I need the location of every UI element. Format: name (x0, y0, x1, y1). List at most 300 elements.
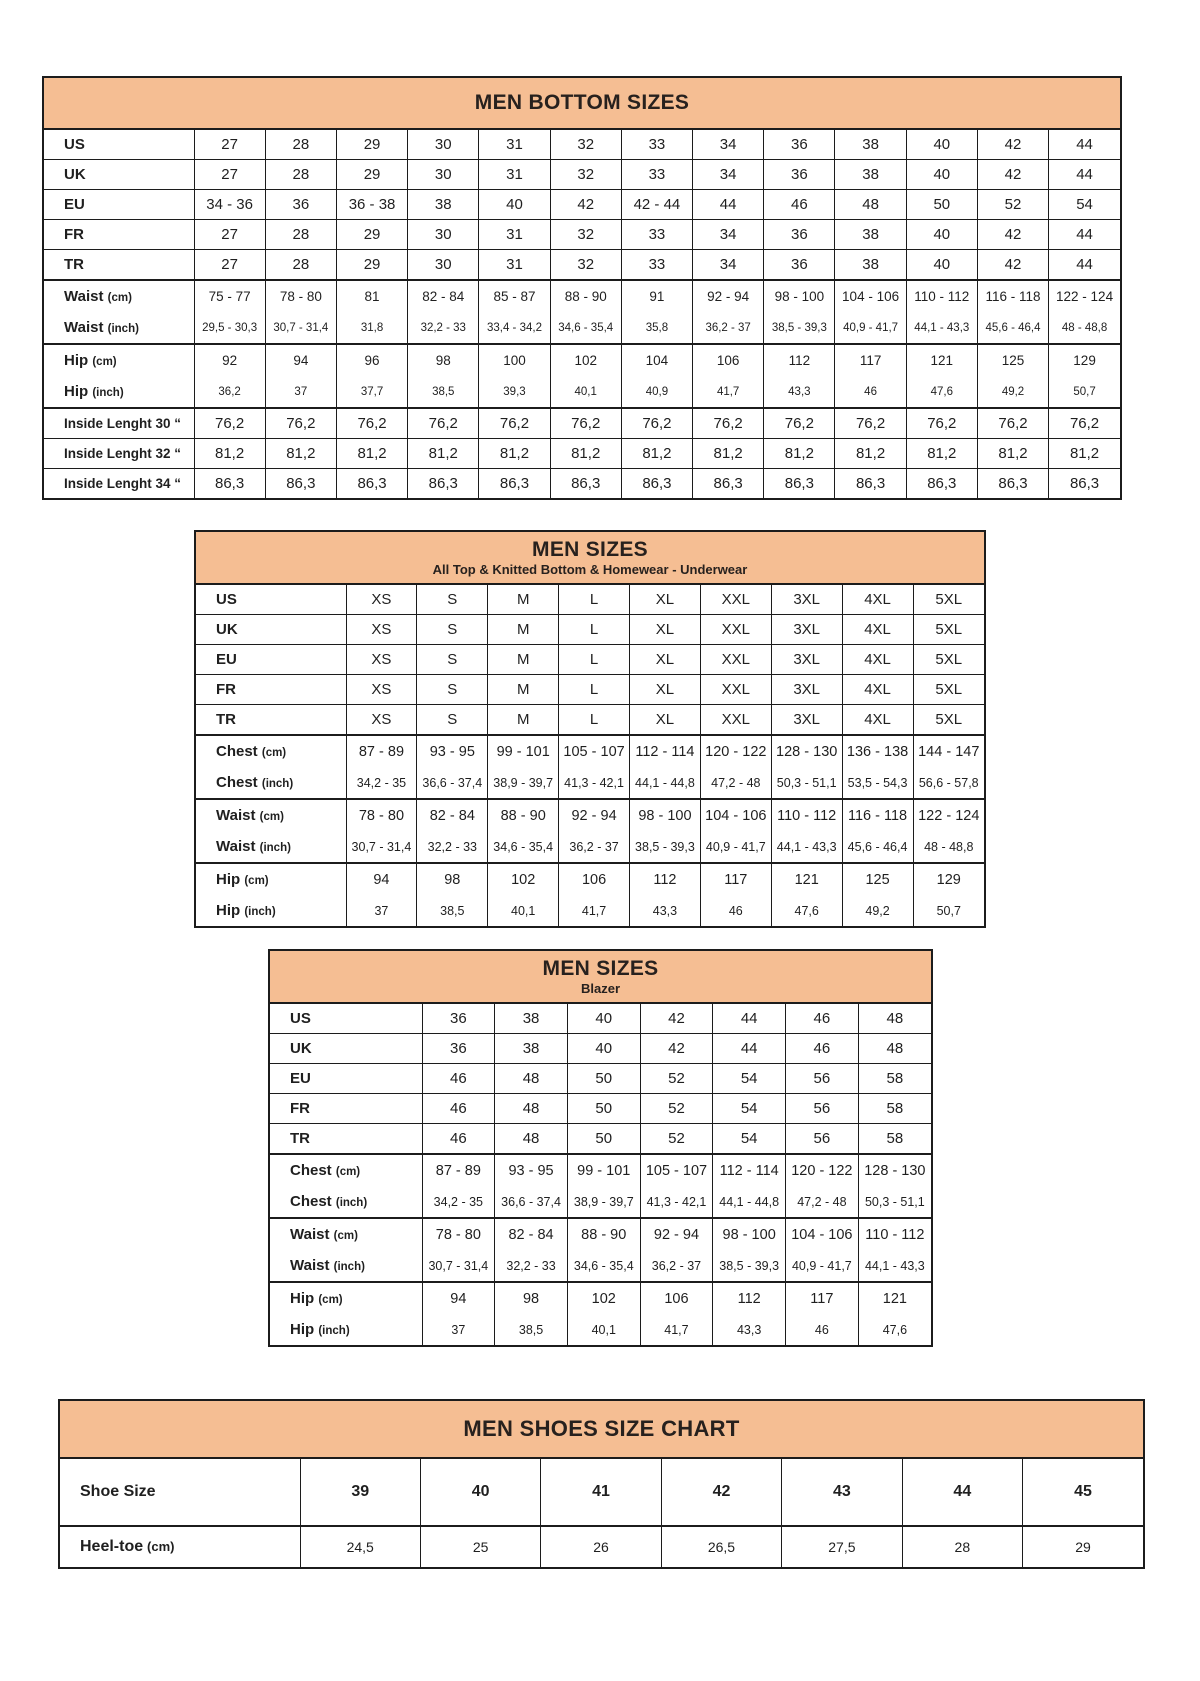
size-cell: S (417, 645, 488, 675)
size-cell: 34,6 - 35,4 (567, 1250, 640, 1282)
size-cell: 32,2 - 33 (408, 312, 479, 344)
size-cell: 94 (265, 344, 336, 376)
size-cell: 86,3 (408, 469, 479, 499)
size-cell: 110 - 112 (858, 1218, 931, 1250)
size-cell: 34 (693, 130, 764, 160)
size-cell: XXL (700, 645, 771, 675)
size-cell: 86,3 (1049, 469, 1120, 499)
size-cell: 32 (550, 250, 621, 281)
size-cell: 38,5 - 39,3 (713, 1250, 786, 1282)
size-cell: 76,2 (977, 408, 1048, 439)
size-cell: 81,2 (265, 439, 336, 469)
size-cell: 38 (835, 220, 906, 250)
row-label-text: Hip (64, 352, 89, 369)
size-cell: 36,2 - 37 (693, 312, 764, 344)
size-cell: 34,6 - 35,4 (550, 312, 621, 344)
size-cell: 39 (300, 1459, 420, 1526)
size-cell: 31 (479, 220, 550, 250)
size-cell: 82 - 84 (495, 1218, 568, 1250)
row-label-text: FR (64, 226, 84, 243)
size-cell: 50,7 (1049, 376, 1120, 408)
size-cell: 40 (906, 220, 977, 250)
size-cell: 44 (693, 190, 764, 220)
size-cell: 47,2 - 48 (786, 1186, 859, 1218)
size-cell: 28 (265, 160, 336, 190)
row-label (196, 767, 346, 799)
table-row (196, 675, 984, 705)
size-cell: 46 (786, 1004, 859, 1034)
size-cell: 40,9 - 41,7 (835, 312, 906, 344)
size-cell: 46 (422, 1124, 495, 1155)
size-cell: XXL (700, 675, 771, 705)
size-cell: 36 (422, 1034, 495, 1064)
size-cell: 98 - 100 (713, 1218, 786, 1250)
row-label (44, 160, 194, 190)
size-cell: 46 (422, 1094, 495, 1124)
row-label (60, 1459, 300, 1526)
size-cell: 42 (977, 220, 1048, 250)
size-cell: 30 (408, 160, 479, 190)
row-unit-text: (cm) (259, 811, 284, 823)
size-cell: 76,2 (336, 408, 407, 439)
size-cell: 99 - 101 (488, 735, 559, 767)
size-cell: 102 (567, 1282, 640, 1314)
size-cell: 86,3 (194, 469, 265, 499)
size-cell: XL (630, 675, 701, 705)
size-cell: 106 (640, 1282, 713, 1314)
size-cell: 102 (488, 863, 559, 895)
size-cell: 86,3 (265, 469, 336, 499)
size-cell: 28 (265, 220, 336, 250)
size-grid (44, 130, 1120, 498)
men-bottom-sizes-table (42, 76, 1122, 500)
table-row (196, 799, 984, 831)
size-cell: 27 (194, 160, 265, 190)
size-cell: 38,9 - 39,7 (567, 1186, 640, 1218)
size-cell: 136 - 138 (842, 735, 913, 767)
size-cell: 48 (835, 190, 906, 220)
size-cell: 125 (842, 863, 913, 895)
row-label (270, 1314, 422, 1345)
size-cell: 45,6 - 46,4 (977, 312, 1048, 344)
size-cell: 105 - 107 (559, 735, 630, 767)
row-unit-text: (inch) (259, 842, 291, 854)
size-cell: 30,7 - 31,4 (422, 1250, 495, 1282)
size-cell: 40 (906, 160, 977, 190)
table-row (196, 863, 984, 895)
size-cell: 106 (693, 344, 764, 376)
row-label-text: FR (216, 681, 236, 698)
row-label (60, 1526, 300, 1567)
row-label (270, 1004, 422, 1034)
size-cell: 40 (906, 130, 977, 160)
row-label (44, 250, 194, 281)
size-cell: 86,3 (479, 469, 550, 499)
row-label (196, 735, 346, 767)
size-cell: 40,1 (567, 1314, 640, 1345)
size-cell: 43,3 (764, 376, 835, 408)
size-cell: 44,1 - 43,3 (771, 831, 842, 863)
size-cell: 82 - 84 (417, 799, 488, 831)
size-cell: 28 (265, 250, 336, 281)
row-label-text: Hip (216, 871, 241, 888)
size-cell: 33,4 - 34,2 (479, 312, 550, 344)
table-header-bar (270, 951, 931, 1004)
size-cell: 44,1 - 43,3 (906, 312, 977, 344)
size-cell: 110 - 112 (771, 799, 842, 831)
size-cell: 36 (764, 130, 835, 160)
table-row (270, 1034, 931, 1064)
row-label-text: FR (290, 1100, 310, 1117)
table-row (196, 615, 984, 645)
size-cell: 44,1 - 44,8 (630, 767, 701, 799)
table-header-bar (60, 1401, 1143, 1459)
size-cell: 38,5 (408, 376, 479, 408)
size-cell: 94 (346, 863, 417, 895)
size-cell: 117 (700, 863, 771, 895)
size-cell: 48 (495, 1124, 568, 1155)
size-cell: 78 - 80 (346, 799, 417, 831)
size-cell: 38 (835, 130, 906, 160)
size-cell: XL (630, 645, 701, 675)
size-cell: 36 (764, 220, 835, 250)
size-cell: 27 (194, 250, 265, 281)
row-unit-text: (inch) (333, 1261, 365, 1273)
size-cell: 98 - 100 (630, 799, 701, 831)
size-cell: 4XL (842, 705, 913, 736)
size-cell: 56 (786, 1124, 859, 1155)
table-row (44, 190, 1120, 220)
size-cell: 100 (479, 344, 550, 376)
table-row (44, 220, 1120, 250)
size-cell: 42 (661, 1459, 781, 1526)
row-label (270, 1250, 422, 1282)
size-cell: 30 (408, 220, 479, 250)
table-row (196, 705, 984, 736)
size-cell: 39,3 (479, 376, 550, 408)
size-cell: 37 (265, 376, 336, 408)
size-cell: XS (346, 645, 417, 675)
table-row (270, 1250, 931, 1282)
size-cell: 50 (567, 1124, 640, 1155)
size-cell: 36 (422, 1004, 495, 1034)
row-label (44, 280, 194, 312)
table-row (196, 895, 984, 926)
size-cell: 94 (422, 1282, 495, 1314)
size-cell: 78 - 80 (265, 280, 336, 312)
size-cell: 104 - 106 (786, 1218, 859, 1250)
size-cell: 52 (977, 190, 1048, 220)
size-cell: 81,2 (479, 439, 550, 469)
size-cell: 112 (630, 863, 701, 895)
row-label-text: Shoe Size (80, 1483, 156, 1500)
size-cell: 44,1 - 44,8 (713, 1186, 786, 1218)
size-cell: 58 (858, 1094, 931, 1124)
size-cell: 34 (693, 160, 764, 190)
size-cell: 41,7 (640, 1314, 713, 1345)
table-title: MEN SIZES (532, 537, 648, 561)
row-label-text: UK (290, 1040, 312, 1057)
row-label (196, 831, 346, 863)
size-cell: 86,3 (906, 469, 977, 499)
size-cell: L (559, 675, 630, 705)
row-label-text: EU (290, 1070, 311, 1087)
size-cell: 41,3 - 42,1 (559, 767, 630, 799)
size-cell: 121 (771, 863, 842, 895)
row-label (270, 1218, 422, 1250)
size-cell: 112 (764, 344, 835, 376)
size-cell: 81,2 (693, 439, 764, 469)
size-cell: 98 (417, 863, 488, 895)
size-cell: 76,2 (265, 408, 336, 439)
row-label-text: UK (64, 166, 86, 183)
row-label (196, 615, 346, 645)
size-cell: 44 (713, 1004, 786, 1034)
size-cell: 117 (835, 344, 906, 376)
size-cell: L (559, 585, 630, 615)
size-cell: 48 (495, 1094, 568, 1124)
size-cell: 50 (567, 1064, 640, 1094)
size-cell: 88 - 90 (567, 1218, 640, 1250)
size-chart-page (0, 76, 1200, 1681)
size-cell: 46 (422, 1064, 495, 1094)
size-cell: XS (346, 615, 417, 645)
size-cell: 91 (621, 280, 692, 312)
size-cell: 24,5 (300, 1526, 420, 1567)
size-cell: 31 (479, 250, 550, 281)
size-cell: 3XL (771, 585, 842, 615)
size-cell: 81,2 (764, 439, 835, 469)
size-cell: 81,2 (906, 439, 977, 469)
size-cell: 36,2 (194, 376, 265, 408)
row-unit-text: (cm) (147, 1539, 175, 1554)
size-cell: L (559, 615, 630, 645)
row-unit-text: (cm) (318, 1294, 343, 1306)
size-cell: 40,9 - 41,7 (700, 831, 771, 863)
size-cell: 5XL (913, 615, 984, 645)
table-row (44, 250, 1120, 281)
size-cell: 38 (495, 1004, 568, 1034)
table-row (44, 439, 1120, 469)
row-label (44, 190, 194, 220)
table-row (196, 767, 984, 799)
size-cell: 92 - 94 (693, 280, 764, 312)
size-cell: 52 (640, 1064, 713, 1094)
table-row (60, 1459, 1143, 1526)
size-cell: 49,2 (977, 376, 1048, 408)
size-cell: 81,2 (194, 439, 265, 469)
size-cell: 34 (693, 220, 764, 250)
size-cell: 29,5 - 30,3 (194, 312, 265, 344)
size-cell: 37,7 (336, 376, 407, 408)
size-cell: 27,5 (782, 1526, 902, 1567)
size-cell: 27 (194, 130, 265, 160)
size-cell: 48 (858, 1034, 931, 1064)
table-row (60, 1526, 1143, 1567)
row-label-text: Waist (290, 1257, 330, 1274)
size-cell: 28 (902, 1526, 1022, 1567)
size-cell: 112 (713, 1282, 786, 1314)
size-cell: 25 (420, 1526, 540, 1567)
row-label-text: TR (216, 711, 236, 728)
size-cell: S (417, 675, 488, 705)
size-cell: 31,8 (336, 312, 407, 344)
size-cell: 34,6 - 35,4 (488, 831, 559, 863)
row-label-text: Inside Lenght 30 “ (64, 416, 182, 431)
size-cell: XL (630, 705, 701, 736)
size-cell: 42 (640, 1004, 713, 1034)
row-label-text: Waist (216, 807, 256, 824)
row-unit-text: (cm) (333, 1230, 358, 1242)
size-cell: S (417, 705, 488, 736)
size-cell: 36,2 - 37 (559, 831, 630, 863)
size-cell: 144 - 147 (913, 735, 984, 767)
size-cell: 38 (495, 1034, 568, 1064)
size-cell: 29 (1023, 1526, 1143, 1567)
size-cell: 96 (336, 344, 407, 376)
row-unit-text: (cm) (92, 356, 117, 368)
row-unit-text: (cm) (335, 1166, 361, 1178)
size-cell: 42 (977, 130, 1048, 160)
table-row (270, 1186, 931, 1218)
size-cell: 36 (764, 250, 835, 281)
size-cell: 76,2 (906, 408, 977, 439)
size-cell: 54 (713, 1124, 786, 1155)
size-cell: 5XL (913, 705, 984, 736)
size-cell: 53,5 - 54,3 (842, 767, 913, 799)
row-label (270, 1124, 422, 1155)
size-cell: XS (346, 705, 417, 736)
size-cell: 42 (550, 190, 621, 220)
size-cell: 81,2 (408, 439, 479, 469)
size-cell: 98 - 100 (764, 280, 835, 312)
table-row (196, 831, 984, 863)
size-cell: 78 - 80 (422, 1218, 495, 1250)
size-cell: 86,3 (550, 469, 621, 499)
size-cell: 42 - 44 (621, 190, 692, 220)
size-cell: 48 (858, 1004, 931, 1034)
size-cell: 40 (567, 1004, 640, 1034)
size-cell: 48 - 48,8 (1049, 312, 1120, 344)
size-cell: 41,3 - 42,1 (640, 1186, 713, 1218)
row-label-text: UK (216, 621, 238, 638)
table-row (44, 376, 1120, 408)
row-label (196, 585, 346, 615)
size-cell: 4XL (842, 645, 913, 675)
table-subtitle: All Top & Knitted Bottom & Homewear - Underwear (432, 562, 748, 578)
size-cell: XXL (700, 585, 771, 615)
table-row (196, 645, 984, 675)
size-cell: 116 - 118 (977, 280, 1048, 312)
row-label (270, 1282, 422, 1314)
size-cell: 27 (194, 220, 265, 250)
table-row (44, 280, 1120, 312)
size-cell: 41,7 (559, 895, 630, 926)
size-cell: 3XL (771, 645, 842, 675)
size-cell: M (488, 585, 559, 615)
row-label (196, 895, 346, 926)
table-row (44, 312, 1120, 344)
size-cell: 42 (977, 250, 1048, 281)
size-cell: XS (346, 675, 417, 705)
size-cell: 50,3 - 51,1 (858, 1186, 931, 1218)
size-cell: 26 (541, 1526, 661, 1567)
size-cell: 54 (713, 1064, 786, 1094)
size-cell: 76,2 (1049, 408, 1120, 439)
size-cell: 88 - 90 (488, 799, 559, 831)
row-label-text: Waist (290, 1226, 330, 1243)
size-cell: 44 (713, 1034, 786, 1064)
size-cell: 121 (906, 344, 977, 376)
row-label (196, 645, 346, 675)
size-cell: 98 (495, 1282, 568, 1314)
size-cell: 50,7 (913, 895, 984, 926)
size-cell: 58 (858, 1124, 931, 1155)
size-cell: 121 (858, 1282, 931, 1314)
size-cell: 112 - 114 (713, 1154, 786, 1186)
size-cell: 34,2 - 35 (422, 1186, 495, 1218)
size-cell: S (417, 615, 488, 645)
size-cell: 40,1 (488, 895, 559, 926)
size-cell: 86,3 (693, 469, 764, 499)
size-cell: 30 (408, 130, 479, 160)
size-cell: 86,3 (621, 469, 692, 499)
row-unit-text: (inch) (92, 387, 124, 399)
size-cell: 56 (786, 1094, 859, 1124)
table-row (270, 1314, 931, 1345)
size-cell: M (488, 615, 559, 645)
size-cell: 32,2 - 33 (417, 831, 488, 863)
row-unit-text: (inch) (318, 1325, 350, 1337)
row-label (44, 469, 194, 499)
size-cell: 38,5 - 39,3 (630, 831, 701, 863)
table-row (270, 1004, 931, 1034)
row-label-text: Chest (216, 774, 258, 791)
size-cell: 98 (408, 344, 479, 376)
size-cell: M (488, 705, 559, 736)
size-cell: XXL (700, 615, 771, 645)
men-blazer-sizes-table (268, 949, 933, 1347)
row-label (44, 408, 194, 439)
size-cell: 105 - 107 (640, 1154, 713, 1186)
size-cell: 34,2 - 35 (346, 767, 417, 799)
size-cell: 93 - 95 (495, 1154, 568, 1186)
size-cell: 104 (621, 344, 692, 376)
size-cell: M (488, 645, 559, 675)
size-cell: 40 (420, 1459, 540, 1526)
size-grid (60, 1459, 1143, 1567)
size-cell: 40,1 (550, 376, 621, 408)
size-cell: 46 (786, 1034, 859, 1064)
size-cell: 36,6 - 37,4 (417, 767, 488, 799)
row-label-text: US (64, 136, 85, 153)
row-label (44, 376, 194, 408)
table-title: MEN SHOES SIZE CHART (463, 1416, 740, 1442)
size-cell: 41,7 (693, 376, 764, 408)
size-cell: 40,9 (621, 376, 692, 408)
size-cell: 92 - 94 (640, 1218, 713, 1250)
size-cell: 31 (479, 160, 550, 190)
size-cell: L (559, 705, 630, 736)
row-unit-text: (cm) (107, 292, 132, 304)
size-cell: 117 (786, 1282, 859, 1314)
size-cell: 4XL (842, 585, 913, 615)
row-label-text: Hip (216, 902, 241, 919)
table-row (270, 1154, 931, 1186)
size-cell: 34 - 36 (194, 190, 265, 220)
size-cell: 32 (550, 220, 621, 250)
size-cell: 28 (265, 130, 336, 160)
